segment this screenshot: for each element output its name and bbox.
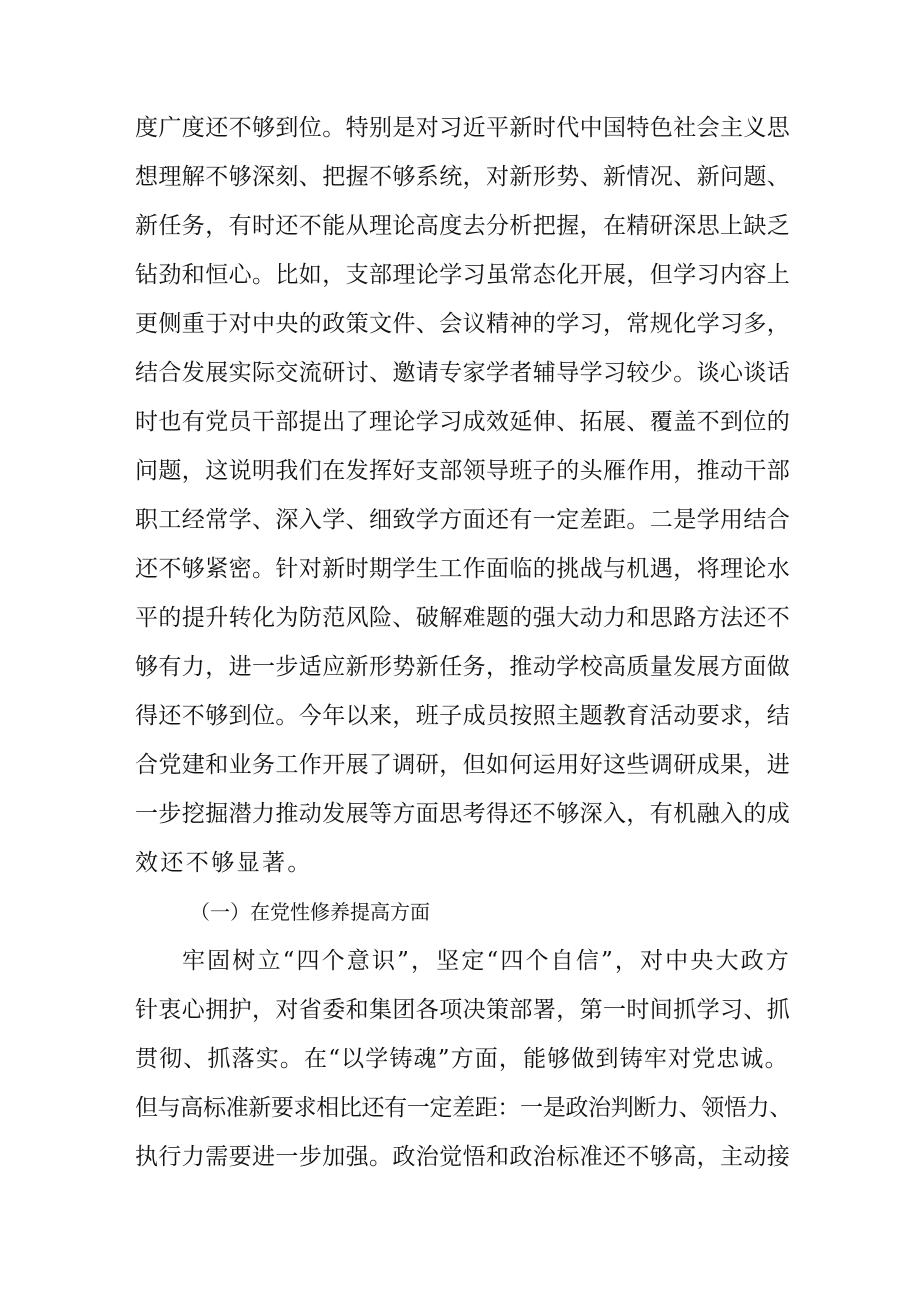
- text-line: 但与高标准新要求相比还有一定差距：一是政治判断力、领悟力、: [135, 1095, 792, 1121]
- text-line: 时也有党员干部提出了理论学习成效延伸、拓展、覆盖不到位的: [135, 409, 791, 435]
- text-line: 一步挖掘潜力推动发展等方面思考得还不够深入，有机融入的成: [135, 801, 791, 827]
- text-line: 得还不够到位。今年以来，班子成员按照主题教育活动要求，结: [135, 703, 791, 729]
- text-line: 还不够紧密。针对新时期学生工作面临的挑战与机遇，将理论水: [135, 556, 791, 582]
- text-line: 执行力需要进一步加强。政治觉悟和政治标准还不够高，主动接: [135, 1144, 791, 1170]
- text-line: 效还不够显著。: [135, 850, 313, 876]
- text-line: 职工经常学、深入学、细致学方面还有一定差距。二是学用结合: [135, 507, 791, 533]
- text-line: 牢固树立“四个意识”，坚定“四个自信”，对中央大政方: [182, 948, 791, 974]
- text-line: 更侧重于对中央的政策文件、会议精神的学习，常规化学习多，: [135, 311, 791, 337]
- text-line: 问题，这说明我们在发挥好支部领导班子的头雁作用，推动干部: [135, 458, 791, 484]
- text-line: 贯彻、抓落实。在“以学铸魂”方面，能够做到铸牢对党忠诚。: [135, 1046, 789, 1072]
- text-line: 够有力，进一步适应新形势新任务，推动学校高质量发展方面做: [135, 654, 791, 680]
- text-line: 度广度还不够到位。特别是对习近平新时代中国特色社会主义思: [135, 115, 791, 141]
- text-line: 结合发展实际交流研讨、邀请专家学者辅导学习较少。谈心谈话: [135, 360, 791, 386]
- text-line: 合党建和业务工作开展了调研，但如何运用好这些调研成果，进: [135, 752, 791, 778]
- text-line: 钻劲和恒心。比如，支部理论学习虽常态化开展，但学习内容上: [135, 262, 791, 288]
- text-line: 想理解不够深刻、把握不够系统，对新形势、新情况、新问题、: [135, 164, 791, 190]
- text-line: 新任务，有时还不能从理论高度去分析把握，在精研深思上缺乏: [135, 213, 791, 239]
- text-line: 平的提升转化为防范风险、破解难题的强大动力和思路方法还不: [135, 605, 791, 631]
- section-heading: （一）在党性修养提高方面: [190, 900, 430, 924]
- text-line: 针衷心拥护，对省委和集团各项决策部署，第一时间抓学习、抓: [135, 997, 791, 1023]
